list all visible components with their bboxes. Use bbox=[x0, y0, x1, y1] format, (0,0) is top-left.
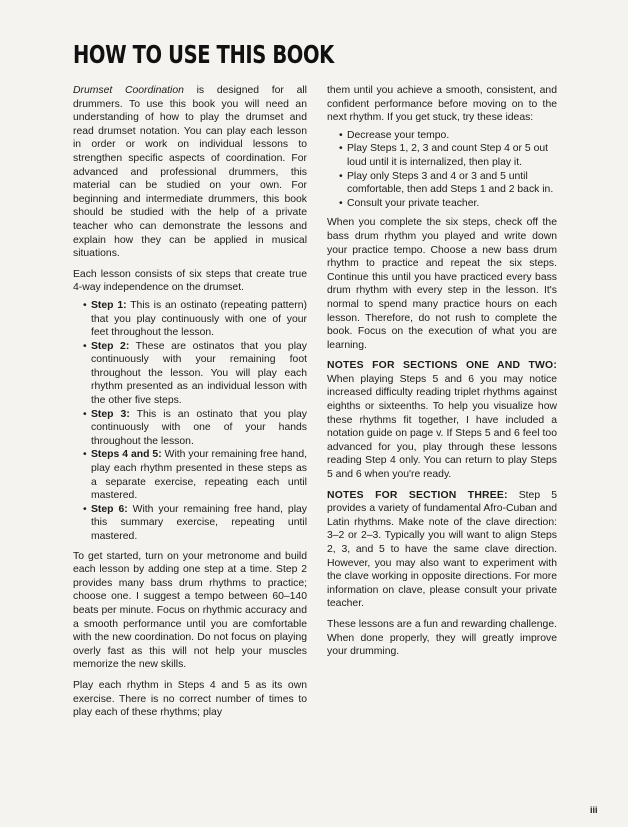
continued-paragraph: them until you achieve a smooth, consistent, and confident performance before moving on to the next rhythm. If you get stuck, try these ideas: bbox=[327, 85, 557, 124]
steps-intro: Each lesson consists of six steps that create true 4-way independence on the drumset. bbox=[73, 268, 307, 294]
book-title: Drumset Coordination bbox=[73, 85, 184, 96]
section-text: When playing Steps 5 and 6 you may notice increased difficulty reading triplet rhythms against eighths or sixteenths. To help you visualize how these rhythms fit together, I have included a notation guide on page v. If Steps 5 and 6 feel too advanced for you, play through these lessons reading Step 4 only. You can return to play Steps 5 and 6 when you're ready. bbox=[327, 373, 557, 481]
step-text: With your remaining free hand, play this summary exercise, repeating until mastered. bbox=[91, 503, 307, 542]
section-text: Step 5 provides a variety of fundamental Afro-Cuban and Latin rhythms. Make note of the clave direction: 3–2 or 2–3. Typically you will want to align Steps 2, 3, and 5 to have the same clave direction. However, you may also want to experiment with the clave working in opposite directions. For more information on clave, please consult your private teacher. bbox=[327, 489, 557, 610]
step-label: Steps 4 and 5: bbox=[91, 449, 162, 461]
left-column bbox=[73, 84, 307, 727]
step-text: With your remaining free hand, play each rhythm presented in these steps as a separate exercise, repeating each until mastered. bbox=[91, 449, 307, 502]
steps-list bbox=[73, 299, 307, 544]
get-started-paragraph: To get started, turn on your metronome and build each lesson by adding one step at a time. Step 2 provides many bass drum rhythms to practice; choose one. I suggest a tempo between 60–140 beats per minute. Focus on rhythmic accuracy and a smooth performance until you are comfortable with the new coordination. Do not focus on playing overly fast as this will not help your muscles memorize the new skills. bbox=[73, 550, 307, 671]
idea-item: • Consult your private teacher. bbox=[339, 197, 557, 211]
intro-paragraph bbox=[73, 84, 307, 261]
step-label: Step 3: bbox=[91, 408, 130, 420]
idea-item: • Decrease your tempo. bbox=[339, 129, 557, 143]
step-item-3 bbox=[83, 408, 307, 449]
notes-section-three bbox=[327, 489, 557, 611]
intro-text: is designed for all drummers. To use this book you will need an understanding of how to play the drumset and read drumset notation. You can play each lesson in order or work on individual lessons to strengthen specific aspects of coordination. For advanced and professional drummers, this material can be studied on your own. For beginning and intermediate drummers, this book should be studied with the help of a private teacher who can demonstrate the lessons and explain how they can be applied in musical situations. bbox=[73, 85, 307, 260]
idea-item: • Play Steps 1, 2, 3 and count Step 4 or 5 out loud until it is internalized, then play it. bbox=[339, 142, 557, 169]
step-text: This is an ostinato (repeating pattern) that you play continuously with one of your feet throughout the lesson. bbox=[91, 299, 307, 339]
step-label: Step 2: bbox=[91, 340, 130, 352]
idea-item: • Play only Steps 3 and 4 or 3 and 5 until comfortable, then add Steps 1 and 2 back in. bbox=[339, 170, 557, 197]
notes-sections-one-two bbox=[327, 359, 557, 481]
page-title: HOW TO USE THIS BOOK bbox=[73, 40, 334, 69]
step-text: This is an ostinato that you play continuously with one of your hands throughout the lesson. bbox=[91, 408, 307, 447]
closing-paragraph: These lessons are a fun and rewarding challenge. When done properly, they will greatly improve your drumming. bbox=[327, 618, 557, 658]
ideas-list bbox=[327, 129, 557, 211]
right-column bbox=[327, 84, 557, 666]
complete-paragraph: When you complete the six steps, check off the bass drum rhythm you played and write down your practice tempo. Choose a new bass drum rhythm to practice and repeat the six steps. Continue this until you have practiced every bass drum rhythm with every step in the lesson. It's normal to spend many practice hours on each lesson. Therefore, do not rush to complete the book. Focus on the execution of what you are learning. bbox=[327, 217, 557, 351]
step-item-4-5 bbox=[83, 448, 307, 502]
step-item-1 bbox=[83, 299, 307, 340]
step-label: Step 1: bbox=[91, 299, 127, 311]
section-heading: NOTES FOR SECTION THREE: bbox=[327, 489, 508, 501]
page-number: iii bbox=[590, 805, 598, 815]
play-each-paragraph: Play each rhythm in Steps 4 and 5 as its own exercise. There is no correct number of times to play each of these rhythms; play bbox=[73, 679, 307, 719]
step-item-2 bbox=[83, 340, 307, 408]
step-text: These are ostinatos that you play continuously with your remaining foot throughout the lesson. You will play each rhythm presented as an individual lesson with the other five steps. bbox=[91, 340, 307, 407]
step-item-6 bbox=[83, 503, 307, 544]
section-heading: NOTES FOR SECTIONS ONE AND TWO: bbox=[327, 360, 557, 372]
step-label: Step 6: bbox=[91, 503, 128, 515]
